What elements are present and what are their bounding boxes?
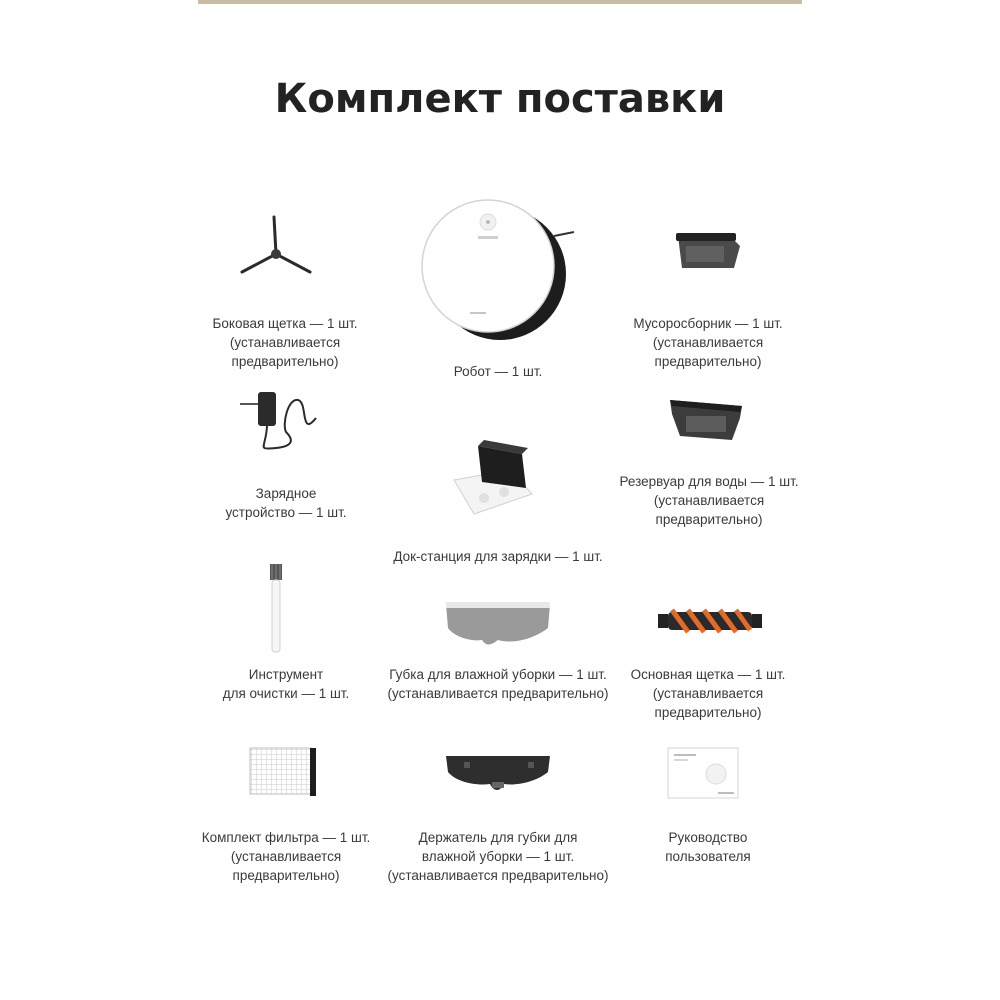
charger-icon	[236, 388, 320, 456]
caption-dock: Док-станция для зарядки — 1 шт.	[393, 549, 603, 564]
caption-water-tank: Резервуар для воды — 1 шт. (устанавливается предварительно)	[619, 474, 799, 527]
robot-icon	[414, 192, 576, 344]
caption-main-brush: Основная щетка — 1 шт. (устанавливается предварительно)	[630, 667, 786, 720]
caption-mop-holder: Держатель для губки для влажной уборки — 1 шт. (устанавливается предварительно)	[387, 830, 609, 883]
caption-dustbin: Мусоросборник — 1 шт. (устанавливается предварительно)	[633, 316, 783, 369]
water-tank-icon	[666, 394, 746, 444]
caption-charger: Зарядное устройство — 1 шт.	[225, 486, 347, 520]
caption-mop-pad: Губка для влажной уборки — 1 шт. (устанавливается предварительно)	[387, 667, 609, 701]
dustbin-icon	[674, 228, 744, 274]
cleaning-tool-icon	[264, 562, 288, 656]
page-title: Комплект поставки	[274, 76, 726, 122]
caption-cleaning-tool: Инструмент для очистки — 1 шт.	[222, 667, 350, 701]
caption-robot: Робот — 1 шт.	[453, 364, 543, 379]
manual-icon	[666, 746, 742, 802]
side-brush-icon	[236, 212, 316, 278]
filter-icon	[246, 744, 322, 800]
caption-manual: Руководство пользователя	[665, 830, 751, 864]
top-accent-bar	[198, 0, 802, 4]
caption-side-brush: Боковая щетка — 1 шт. (устанавливается предварительно)	[212, 316, 358, 369]
main-brush-icon	[658, 604, 762, 638]
dock-icon	[448, 436, 538, 518]
mop-pad-icon	[442, 600, 554, 648]
mop-holder-icon	[442, 752, 554, 796]
caption-filter: Комплект фильтра — 1 шт. (устанавливается предварительно)	[201, 830, 371, 883]
